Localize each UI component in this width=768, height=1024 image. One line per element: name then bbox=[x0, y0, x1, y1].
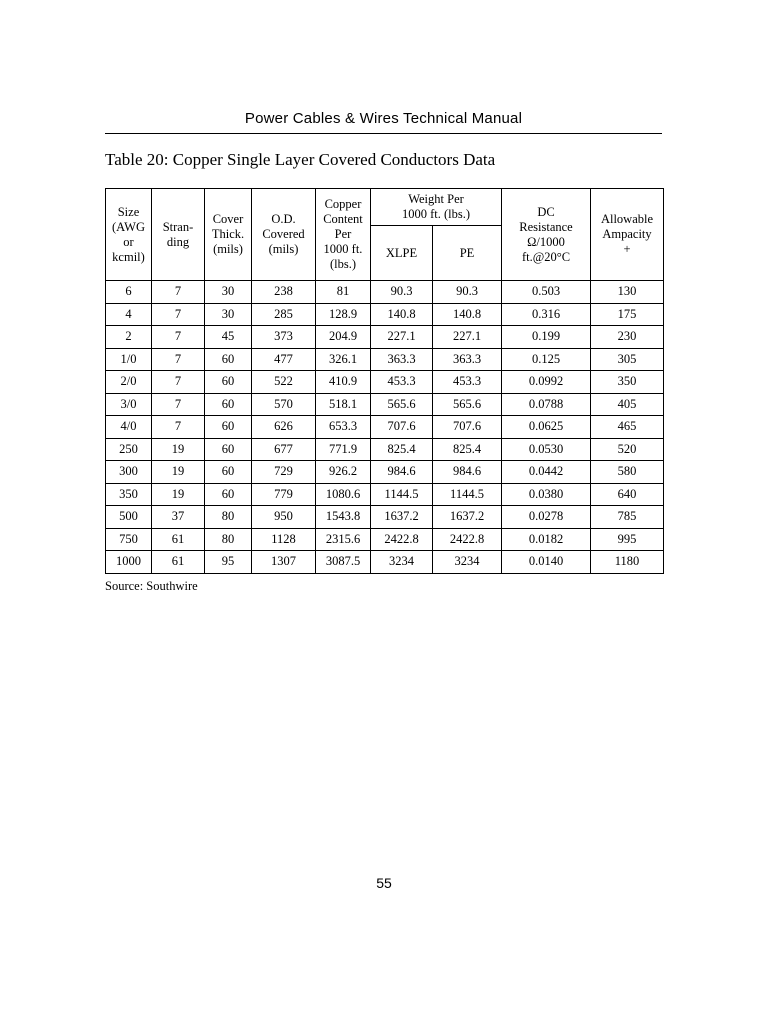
cell-weight-xlpe: 3234 bbox=[371, 551, 433, 574]
cell-size: 300 bbox=[106, 461, 152, 484]
cell-size: 4 bbox=[106, 303, 152, 326]
cell-od-covered: 626 bbox=[252, 416, 316, 439]
cell-od-covered: 729 bbox=[252, 461, 316, 484]
header-rule bbox=[105, 133, 662, 134]
cell-copper-content: 1543.8 bbox=[316, 506, 371, 529]
cell-od-covered: 238 bbox=[252, 281, 316, 304]
cell-cover-thickness: 60 bbox=[205, 438, 252, 461]
cell-od-covered: 677 bbox=[252, 438, 316, 461]
cell-cover-thickness: 80 bbox=[205, 506, 252, 529]
table-row bbox=[106, 326, 664, 349]
cell-size: 2 bbox=[106, 326, 152, 349]
header-stranding: Stran- ding bbox=[152, 189, 205, 281]
cell-od-covered: 1307 bbox=[252, 551, 316, 574]
running-header: Power Cables & Wires Technical Manual bbox=[244, 110, 523, 127]
cell-size: 1000 bbox=[106, 551, 152, 574]
cell-weight-pe: 90.3 bbox=[433, 281, 502, 304]
cell-stranding: 7 bbox=[152, 393, 205, 416]
cell-stranding: 7 bbox=[152, 326, 205, 349]
cell-stranding: 7 bbox=[152, 371, 205, 394]
cell-size: 250 bbox=[106, 438, 152, 461]
cell-cover-thickness: 60 bbox=[205, 348, 252, 371]
header-allowable-ampacity: Allowable Ampacity + bbox=[591, 189, 664, 281]
cell-weight-xlpe: 363.3 bbox=[371, 348, 433, 371]
table-row bbox=[106, 461, 664, 484]
cell-copper-content: 3087.5 bbox=[316, 551, 371, 574]
cell-size: 350 bbox=[106, 483, 152, 506]
cell-weight-xlpe: 984.6 bbox=[371, 461, 433, 484]
cell-size: 6 bbox=[106, 281, 152, 304]
table-row bbox=[106, 348, 664, 371]
cell-cover-thickness: 60 bbox=[205, 371, 252, 394]
cell-dc-resistance: 0.0380 bbox=[502, 483, 591, 506]
cell-weight-pe: 565.6 bbox=[433, 393, 502, 416]
cell-copper-content: 81 bbox=[316, 281, 371, 304]
cell-dc-resistance: 0.0992 bbox=[502, 371, 591, 394]
cell-weight-pe: 363.3 bbox=[433, 348, 502, 371]
cell-weight-pe: 227.1 bbox=[433, 326, 502, 349]
table-row bbox=[106, 438, 664, 461]
cell-dc-resistance: 0.0442 bbox=[502, 461, 591, 484]
cell-ampacity: 350 bbox=[591, 371, 664, 394]
cell-cover-thickness: 45 bbox=[205, 326, 252, 349]
cell-copper-content: 2315.6 bbox=[316, 528, 371, 551]
cell-weight-xlpe: 707.6 bbox=[371, 416, 433, 439]
cell-ampacity: 785 bbox=[591, 506, 664, 529]
table-row bbox=[106, 371, 664, 394]
cell-weight-pe: 2422.8 bbox=[433, 528, 502, 551]
cell-dc-resistance: 0.0182 bbox=[502, 528, 591, 551]
cell-copper-content: 1080.6 bbox=[316, 483, 371, 506]
table-body bbox=[106, 281, 664, 574]
cell-stranding: 19 bbox=[152, 483, 205, 506]
cell-weight-pe: 453.3 bbox=[433, 371, 502, 394]
cell-weight-xlpe: 90.3 bbox=[371, 281, 433, 304]
header-weight-per-1000ft: Weight Per 1000 ft. (lbs.) bbox=[371, 189, 502, 226]
cell-copper-content: 926.2 bbox=[316, 461, 371, 484]
cell-cover-thickness: 60 bbox=[205, 461, 252, 484]
cell-stranding: 7 bbox=[152, 348, 205, 371]
cell-copper-content: 410.9 bbox=[316, 371, 371, 394]
table-row bbox=[106, 416, 664, 439]
cell-weight-xlpe: 227.1 bbox=[371, 326, 433, 349]
conductor-data-table bbox=[105, 188, 664, 574]
cell-ampacity: 465 bbox=[591, 416, 664, 439]
cell-size: 750 bbox=[106, 528, 152, 551]
cell-cover-thickness: 60 bbox=[205, 393, 252, 416]
cell-ampacity: 580 bbox=[591, 461, 664, 484]
cell-stranding: 61 bbox=[152, 551, 205, 574]
cell-stranding: 61 bbox=[152, 528, 205, 551]
header-copper-content: Copper Content Per 1000 ft. (lbs.) bbox=[316, 189, 371, 281]
cell-cover-thickness: 80 bbox=[205, 528, 252, 551]
table-row bbox=[106, 551, 664, 574]
cell-size: 4/0 bbox=[106, 416, 152, 439]
cell-ampacity: 640 bbox=[591, 483, 664, 506]
cell-weight-pe: 1144.5 bbox=[433, 483, 502, 506]
cell-stranding: 19 bbox=[152, 438, 205, 461]
cell-od-covered: 1128 bbox=[252, 528, 316, 551]
cell-weight-pe: 707.6 bbox=[433, 416, 502, 439]
cell-size: 2/0 bbox=[106, 371, 152, 394]
cell-weight-pe: 984.6 bbox=[433, 461, 502, 484]
cell-weight-xlpe: 1637.2 bbox=[371, 506, 433, 529]
cell-copper-content: 653.3 bbox=[316, 416, 371, 439]
cell-size: 500 bbox=[106, 506, 152, 529]
cell-ampacity: 1180 bbox=[591, 551, 664, 574]
page-number: 55 bbox=[376, 875, 392, 891]
table-row bbox=[106, 281, 664, 304]
cell-ampacity: 130 bbox=[591, 281, 664, 304]
cell-dc-resistance: 0.199 bbox=[502, 326, 591, 349]
cell-dc-resistance: 0.503 bbox=[502, 281, 591, 304]
cell-stranding: 37 bbox=[152, 506, 205, 529]
source-note: Source: Southwire bbox=[105, 579, 198, 593]
cell-od-covered: 285 bbox=[252, 303, 316, 326]
cell-cover-thickness: 60 bbox=[205, 483, 252, 506]
header-dc-resistance: DC Resistance Ω/1000 ft.@20°C bbox=[502, 189, 591, 281]
cell-weight-pe: 3234 bbox=[433, 551, 502, 574]
cell-cover-thickness: 30 bbox=[205, 303, 252, 326]
table-row bbox=[106, 528, 664, 551]
cell-weight-xlpe: 825.4 bbox=[371, 438, 433, 461]
cell-dc-resistance: 0.316 bbox=[502, 303, 591, 326]
cell-ampacity: 175 bbox=[591, 303, 664, 326]
cell-dc-resistance: 0.0530 bbox=[502, 438, 591, 461]
cell-weight-xlpe: 140.8 bbox=[371, 303, 433, 326]
cell-ampacity: 995 bbox=[591, 528, 664, 551]
cell-cover-thickness: 60 bbox=[205, 416, 252, 439]
cell-weight-pe: 140.8 bbox=[433, 303, 502, 326]
cell-stranding: 7 bbox=[152, 416, 205, 439]
cell-copper-content: 128.9 bbox=[316, 303, 371, 326]
cell-weight-xlpe: 1144.5 bbox=[371, 483, 433, 506]
cell-size: 3/0 bbox=[106, 393, 152, 416]
cell-copper-content: 771.9 bbox=[316, 438, 371, 461]
table-row bbox=[106, 506, 664, 529]
cell-copper-content: 326.1 bbox=[316, 348, 371, 371]
cell-weight-pe: 1637.2 bbox=[433, 506, 502, 529]
cell-od-covered: 570 bbox=[252, 393, 316, 416]
cell-stranding: 7 bbox=[152, 281, 205, 304]
cell-cover-thickness: 30 bbox=[205, 281, 252, 304]
cell-cover-thickness: 95 bbox=[205, 551, 252, 574]
cell-dc-resistance: 0.0625 bbox=[502, 416, 591, 439]
table-row bbox=[106, 303, 664, 326]
cell-ampacity: 405 bbox=[591, 393, 664, 416]
cell-stranding: 19 bbox=[152, 461, 205, 484]
header-od-covered: O.D. Covered (mils) bbox=[252, 189, 316, 281]
header-pe: PE bbox=[433, 226, 502, 281]
cell-dc-resistance: 0.125 bbox=[502, 348, 591, 371]
cell-dc-resistance: 0.0278 bbox=[502, 506, 591, 529]
cell-stranding: 7 bbox=[152, 303, 205, 326]
cell-od-covered: 373 bbox=[252, 326, 316, 349]
cell-copper-content: 204.9 bbox=[316, 326, 371, 349]
header-cover-thickness: Cover Thick. (mils) bbox=[205, 189, 252, 281]
cell-weight-xlpe: 453.3 bbox=[371, 371, 433, 394]
cell-size: 1/0 bbox=[106, 348, 152, 371]
cell-ampacity: 520 bbox=[591, 438, 664, 461]
cell-ampacity: 305 bbox=[591, 348, 664, 371]
cell-weight-xlpe: 2422.8 bbox=[371, 528, 433, 551]
cell-od-covered: 522 bbox=[252, 371, 316, 394]
table-caption: Table 20: Copper Single Layer Covered Conductors Data bbox=[105, 150, 496, 169]
table-row bbox=[106, 483, 664, 506]
cell-od-covered: 779 bbox=[252, 483, 316, 506]
cell-od-covered: 477 bbox=[252, 348, 316, 371]
cell-weight-xlpe: 565.6 bbox=[371, 393, 433, 416]
cell-copper-content: 518.1 bbox=[316, 393, 371, 416]
cell-dc-resistance: 0.0788 bbox=[502, 393, 591, 416]
cell-dc-resistance: 0.0140 bbox=[502, 551, 591, 574]
cell-od-covered: 950 bbox=[252, 506, 316, 529]
cell-weight-pe: 825.4 bbox=[433, 438, 502, 461]
cell-ampacity: 230 bbox=[591, 326, 664, 349]
table-row bbox=[106, 393, 664, 416]
header-size: Size (AWG or kcmil) bbox=[106, 189, 152, 281]
header-xlpe: XLPE bbox=[371, 226, 433, 281]
